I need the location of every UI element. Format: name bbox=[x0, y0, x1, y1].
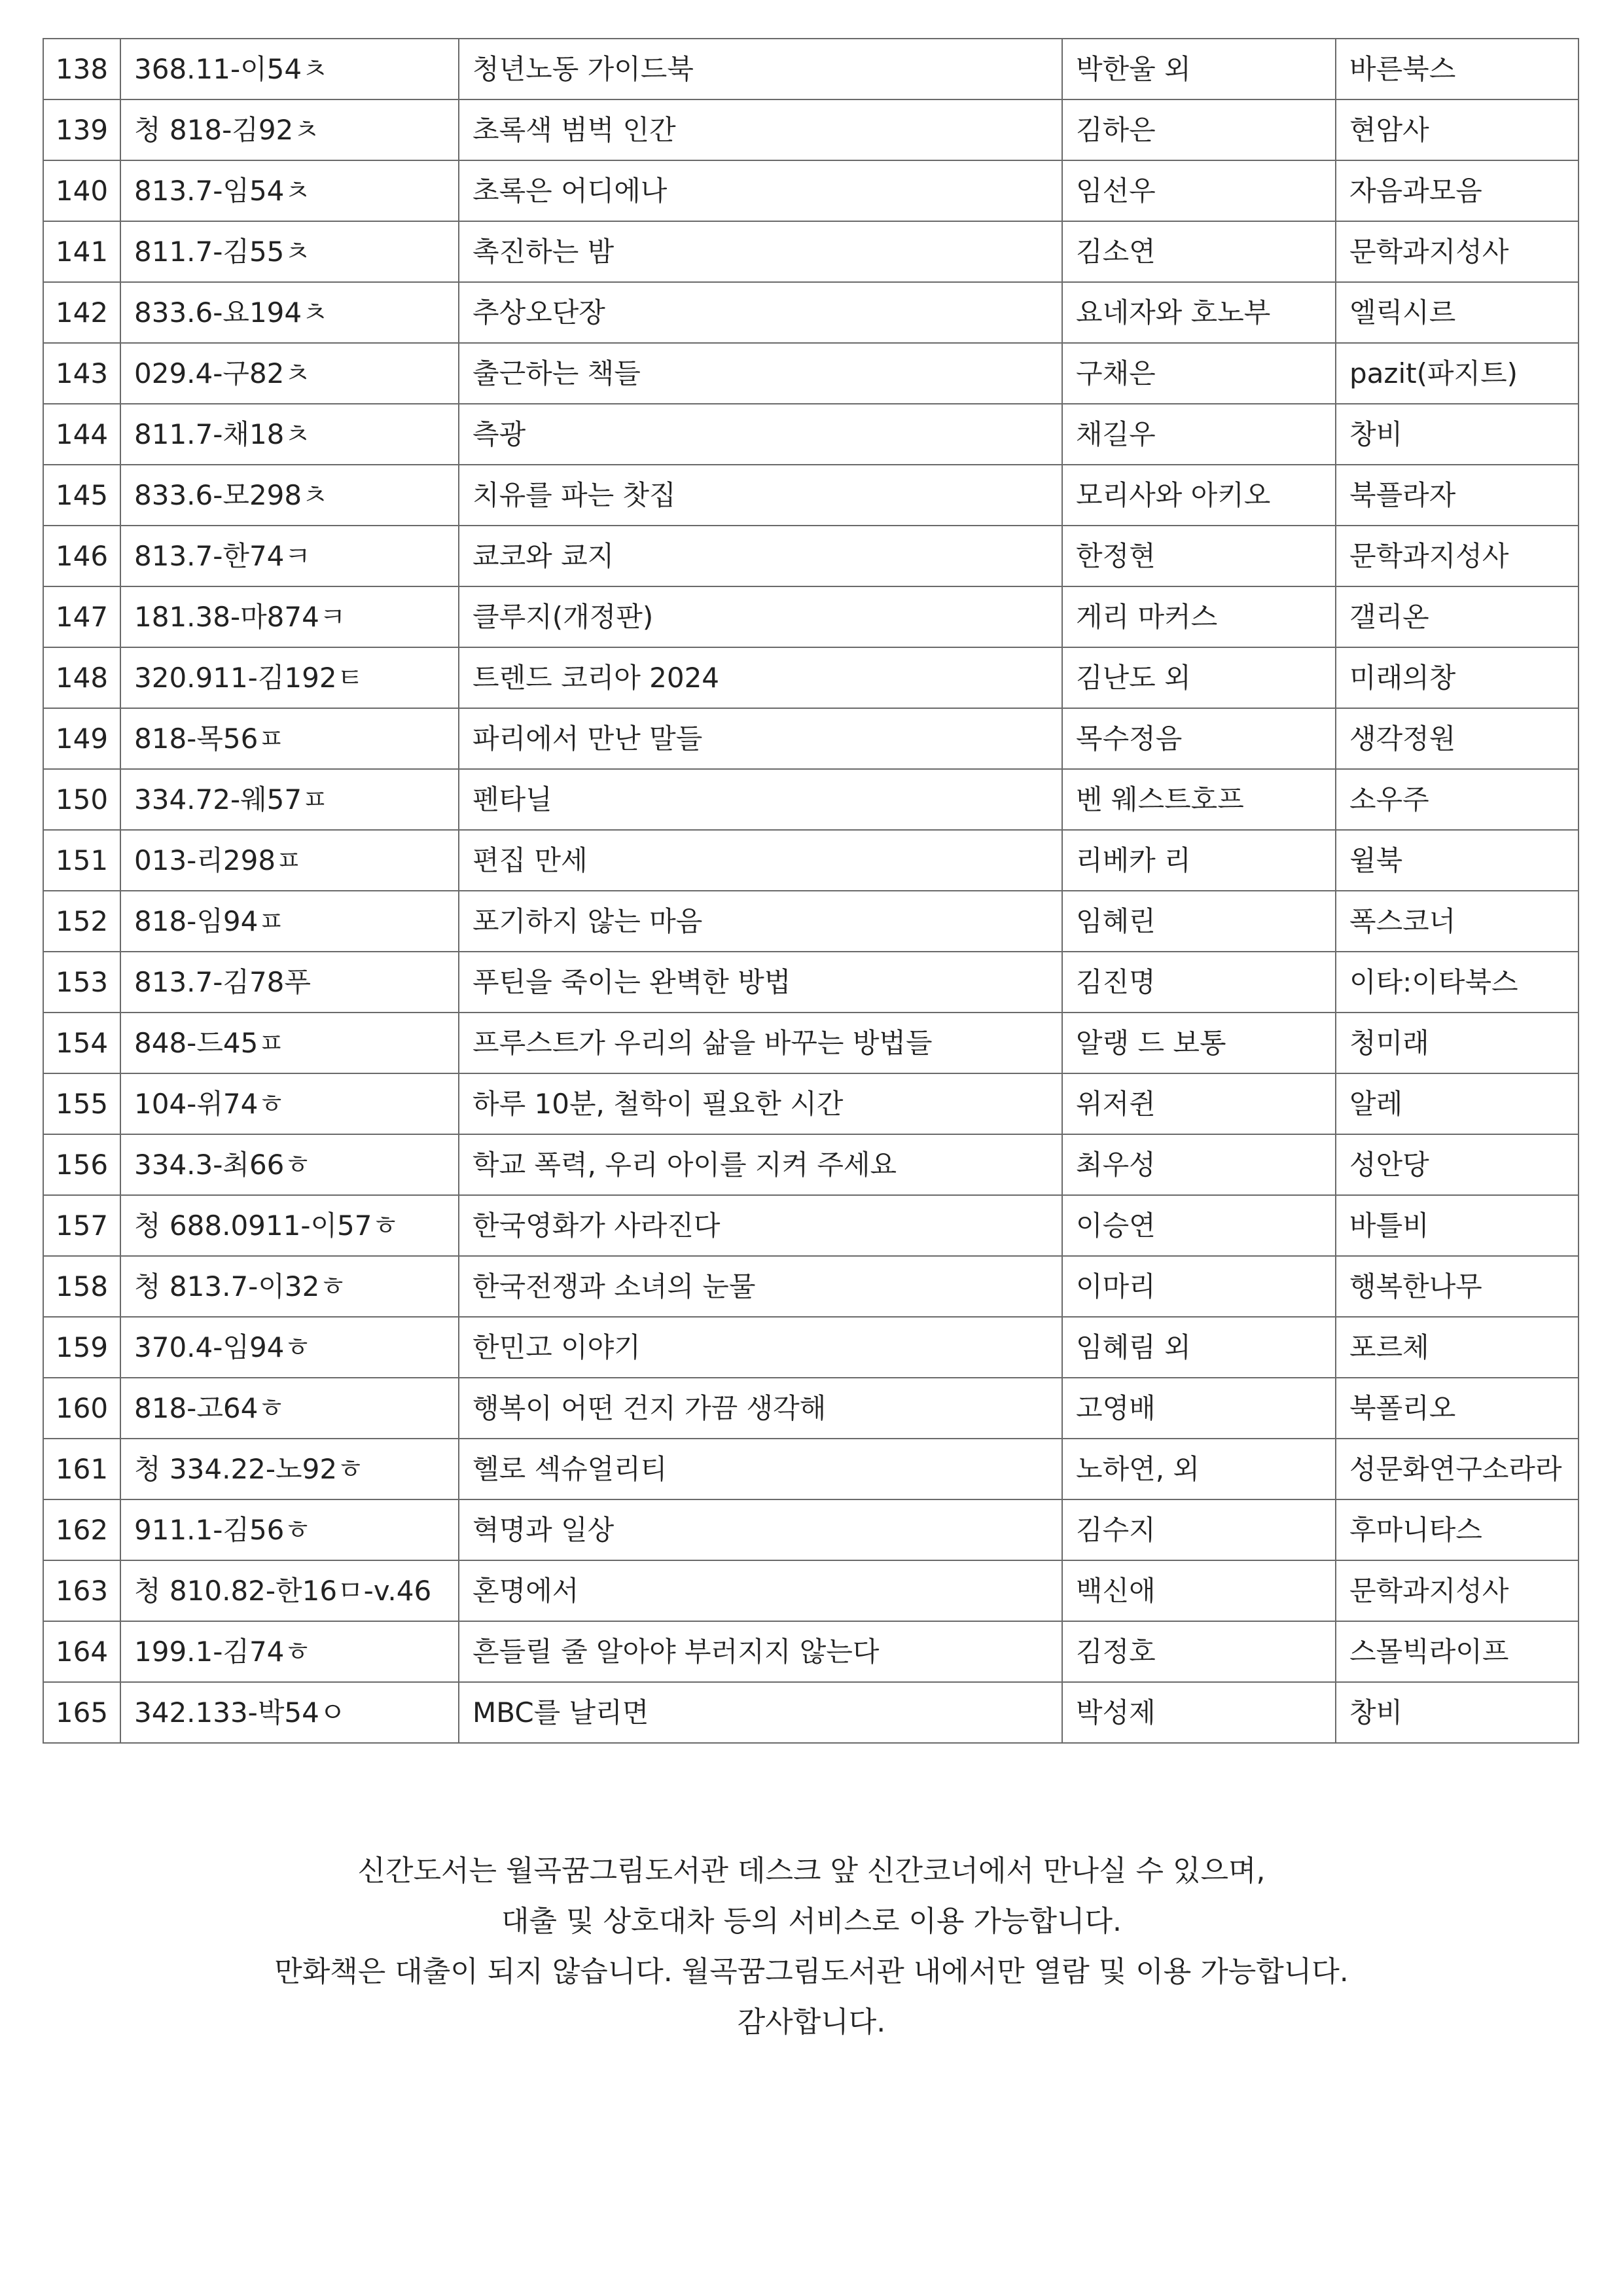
table-row bbox=[43, 1195, 1578, 1256]
publisher-cell: 성문화연구소라라 bbox=[1336, 1439, 1578, 1499]
table-row bbox=[43, 39, 1578, 99]
publisher-cell: 포르체 bbox=[1336, 1317, 1578, 1378]
call-number-cell: 818-임94ㅍ bbox=[120, 891, 459, 952]
call-number-cell: 811.7-김55ㅊ bbox=[120, 221, 459, 282]
book-number-cell: 162 bbox=[43, 1499, 120, 1560]
book-title-cell: 행복이 어떤 건지 가끔 생각해 bbox=[459, 1378, 1062, 1439]
book-number-cell: 157 bbox=[43, 1195, 120, 1256]
table-row bbox=[43, 404, 1578, 465]
publisher-cell: 청미래 bbox=[1336, 1013, 1578, 1073]
book-number-cell: 147 bbox=[43, 586, 120, 647]
book-number-cell: 143 bbox=[43, 343, 120, 404]
library-notice bbox=[0, 1846, 1623, 2047]
table-row bbox=[43, 769, 1578, 830]
author-cell: 목수정음 bbox=[1062, 708, 1336, 769]
book-title-cell: 측광 bbox=[459, 404, 1062, 465]
table-row bbox=[43, 99, 1578, 160]
call-number-cell: 320.911-김192ㅌ bbox=[120, 647, 459, 708]
publisher-cell: 문학과지성사 bbox=[1336, 526, 1578, 586]
author-cell: 요네자와 호노부 bbox=[1062, 282, 1336, 343]
publisher-cell: 자음과모음 bbox=[1336, 160, 1578, 221]
call-number-cell: 813.7-한74ㅋ bbox=[120, 526, 459, 586]
book-number-cell: 142 bbox=[43, 282, 120, 343]
book-title-cell: 쿄코와 쿄지 bbox=[459, 526, 1062, 586]
table-row bbox=[43, 160, 1578, 221]
author-cell: 벤 웨스트호프 bbox=[1062, 769, 1336, 830]
call-number-cell: 334.3-최66ㅎ bbox=[120, 1134, 459, 1195]
table-row bbox=[43, 1560, 1578, 1621]
book-title-cell: 헬로 섹슈얼리티 bbox=[459, 1439, 1062, 1499]
book-number-cell: 165 bbox=[43, 1682, 120, 1743]
author-cell: 백신애 bbox=[1062, 1560, 1336, 1621]
book-title-cell: 치유를 파는 찻집 bbox=[459, 465, 1062, 526]
publisher-cell: 행복한나무 bbox=[1336, 1256, 1578, 1317]
author-cell: 김소연 bbox=[1062, 221, 1336, 282]
book-title-cell: 편집 만세 bbox=[459, 830, 1062, 891]
book-title-cell: 추상오단장 bbox=[459, 282, 1062, 343]
table-row bbox=[43, 586, 1578, 647]
table-row bbox=[43, 1013, 1578, 1073]
author-cell: 임혜림 외 bbox=[1062, 1317, 1336, 1378]
table-row bbox=[43, 1439, 1578, 1499]
call-number-cell: 848-드45ㅍ bbox=[120, 1013, 459, 1073]
new-books-table bbox=[43, 38, 1579, 1744]
call-number-cell: 370.4-임94ㅎ bbox=[120, 1317, 459, 1378]
table-row bbox=[43, 830, 1578, 891]
author-cell: 임선우 bbox=[1062, 160, 1336, 221]
notice-line: 신간도서는 월곡꿈그림도서관 데스크 앞 신간코너에서 만나실 수 있으며, bbox=[357, 1854, 1266, 1888]
book-title-cell: MBC를 날리면 bbox=[459, 1682, 1062, 1743]
author-cell: 한정현 bbox=[1062, 526, 1336, 586]
author-cell: 알랭 드 보통 bbox=[1062, 1013, 1336, 1073]
table-row bbox=[43, 1621, 1578, 1682]
publisher-cell: 알레 bbox=[1336, 1073, 1578, 1134]
publisher-cell: 현암사 bbox=[1336, 99, 1578, 160]
book-title-cell: 흔들릴 줄 알아야 부러지지 않는다 bbox=[459, 1621, 1062, 1682]
publisher-cell: 생각정원 bbox=[1336, 708, 1578, 769]
book-title-cell: 초록은 어디에나 bbox=[459, 160, 1062, 221]
call-number-cell: 104-위74ㅎ bbox=[120, 1073, 459, 1134]
call-number-cell: 833.6-모298ㅊ bbox=[120, 465, 459, 526]
table-row bbox=[43, 1682, 1578, 1743]
call-number-cell: 청 688.0911-이57ㅎ bbox=[120, 1195, 459, 1256]
author-cell: 노하연, 외 bbox=[1062, 1439, 1336, 1499]
author-cell: 박한울 외 bbox=[1062, 39, 1336, 99]
author-cell: 김진명 bbox=[1062, 952, 1336, 1013]
publisher-cell: 창비 bbox=[1336, 404, 1578, 465]
publisher-cell: 엘릭시르 bbox=[1336, 282, 1578, 343]
publisher-cell: 미래의창 bbox=[1336, 647, 1578, 708]
author-cell: 게리 마커스 bbox=[1062, 586, 1336, 647]
table-row bbox=[43, 1317, 1578, 1378]
book-title-cell: 한민고 이야기 bbox=[459, 1317, 1062, 1378]
book-number-cell: 159 bbox=[43, 1317, 120, 1378]
author-cell: 최우성 bbox=[1062, 1134, 1336, 1195]
call-number-cell: 청 818-김92ㅊ bbox=[120, 99, 459, 160]
new-books-table-body bbox=[43, 39, 1578, 1743]
call-number-cell: 334.72-웨57ㅍ bbox=[120, 769, 459, 830]
author-cell: 고영배 bbox=[1062, 1378, 1336, 1439]
book-title-cell: 포기하지 않는 마음 bbox=[459, 891, 1062, 952]
publisher-cell: 바틀비 bbox=[1336, 1195, 1578, 1256]
table-row bbox=[43, 1378, 1578, 1439]
table-row bbox=[43, 708, 1578, 769]
call-number-cell: 청 813.7-이32ㅎ bbox=[120, 1256, 459, 1317]
table-row bbox=[43, 1134, 1578, 1195]
book-title-cell: 혁명과 일상 bbox=[459, 1499, 1062, 1560]
call-number-cell: 818-고64ㅎ bbox=[120, 1378, 459, 1439]
publisher-cell: 소우주 bbox=[1336, 769, 1578, 830]
book-title-cell: 혼명에서 bbox=[459, 1560, 1062, 1621]
author-cell: 김난도 외 bbox=[1062, 647, 1336, 708]
call-number-cell: 368.11-이54ㅊ bbox=[120, 39, 459, 99]
author-cell: 이마리 bbox=[1062, 1256, 1336, 1317]
publisher-cell: 북폴리오 bbox=[1336, 1378, 1578, 1439]
call-number-cell: 청 334.22-노92ㅎ bbox=[120, 1439, 459, 1499]
table-row bbox=[43, 282, 1578, 343]
book-number-cell: 140 bbox=[43, 160, 120, 221]
publisher-cell: 문학과지성사 bbox=[1336, 1560, 1578, 1621]
author-cell: 박성제 bbox=[1062, 1682, 1336, 1743]
author-cell: 위저쥔 bbox=[1062, 1073, 1336, 1134]
table-row bbox=[43, 1256, 1578, 1317]
publisher-cell: pazit(파지트) bbox=[1336, 343, 1578, 404]
book-title-cell: 프루스트가 우리의 삶을 바꾸는 방법들 bbox=[459, 1013, 1062, 1073]
publisher-cell: 폭스코너 bbox=[1336, 891, 1578, 952]
call-number-cell: 029.4-구82ㅊ bbox=[120, 343, 459, 404]
author-cell: 김수지 bbox=[1062, 1499, 1336, 1560]
book-number-cell: 145 bbox=[43, 465, 120, 526]
author-cell: 모리사와 아키오 bbox=[1062, 465, 1336, 526]
call-number-cell: 818-목56ㅍ bbox=[120, 708, 459, 769]
call-number-cell: 청 810.82-한16ㅁ-v.46 bbox=[120, 1560, 459, 1621]
notice-line: 감사합니다. bbox=[737, 2005, 886, 2039]
publisher-cell: 바른북스 bbox=[1336, 39, 1578, 99]
call-number-cell: 811.7-채18ㅊ bbox=[120, 404, 459, 465]
table-row bbox=[43, 526, 1578, 586]
book-number-cell: 149 bbox=[43, 708, 120, 769]
book-title-cell: 클루지(개정판) bbox=[459, 586, 1062, 647]
book-title-cell: 푸틴을 죽이는 완벽한 방법 bbox=[459, 952, 1062, 1013]
book-number-cell: 155 bbox=[43, 1073, 120, 1134]
book-number-cell: 153 bbox=[43, 952, 120, 1013]
book-number-cell: 158 bbox=[43, 1256, 120, 1317]
publisher-cell: 윌북 bbox=[1336, 830, 1578, 891]
call-number-cell: 342.133-박54ㅇ bbox=[120, 1682, 459, 1743]
call-number-cell: 199.1-김74ㅎ bbox=[120, 1621, 459, 1682]
book-number-cell: 161 bbox=[43, 1439, 120, 1499]
book-number-cell: 144 bbox=[43, 404, 120, 465]
author-cell: 임혜린 bbox=[1062, 891, 1336, 952]
book-title-cell: 출근하는 책들 bbox=[459, 343, 1062, 404]
book-number-cell: 148 bbox=[43, 647, 120, 708]
author-cell: 구채은 bbox=[1062, 343, 1336, 404]
book-number-cell: 146 bbox=[43, 526, 120, 586]
book-title-cell: 파리에서 만난 말들 bbox=[459, 708, 1062, 769]
book-title-cell: 한국영화가 사라진다 bbox=[459, 1195, 1062, 1256]
notice-line: 대출 및 상호대차 등의 서비스로 이용 가능합니다. bbox=[501, 1905, 1122, 1938]
book-number-cell: 154 bbox=[43, 1013, 120, 1073]
book-title-cell: 트렌드 코리아 2024 bbox=[459, 647, 1062, 708]
table-row bbox=[43, 952, 1578, 1013]
book-number-cell: 151 bbox=[43, 830, 120, 891]
book-number-cell: 160 bbox=[43, 1378, 120, 1439]
author-cell: 이승연 bbox=[1062, 1195, 1336, 1256]
book-number-cell: 139 bbox=[43, 99, 120, 160]
publisher-cell: 스몰빅라이프 bbox=[1336, 1621, 1578, 1682]
book-number-cell: 138 bbox=[43, 39, 120, 99]
publisher-cell: 창비 bbox=[1336, 1682, 1578, 1743]
call-number-cell: 813.7-임54ㅊ bbox=[120, 160, 459, 221]
book-title-cell: 펜타닐 bbox=[459, 769, 1062, 830]
table-row bbox=[43, 1073, 1578, 1134]
book-number-cell: 152 bbox=[43, 891, 120, 952]
book-title-cell: 하루 10분, 철학이 필요한 시간 bbox=[459, 1073, 1062, 1134]
table-row bbox=[43, 343, 1578, 404]
call-number-cell: 911.1-김56ㅎ bbox=[120, 1499, 459, 1560]
publisher-cell: 성안당 bbox=[1336, 1134, 1578, 1195]
book-number-cell: 156 bbox=[43, 1134, 120, 1195]
call-number-cell: 833.6-요194ㅊ bbox=[120, 282, 459, 343]
call-number-cell: 813.7-김78푸 bbox=[120, 952, 459, 1013]
notice-line: 만화책은 대출이 되지 않습니다. 월곡꿈그림도서관 내에서만 열람 및 이용 가능합니다. bbox=[274, 1955, 1349, 1988]
call-number-cell: 013-리298ㅍ bbox=[120, 830, 459, 891]
table-row bbox=[43, 221, 1578, 282]
book-title-cell: 청년노동 가이드북 bbox=[459, 39, 1062, 99]
table-row bbox=[43, 647, 1578, 708]
publisher-cell: 후마니타스 bbox=[1336, 1499, 1578, 1560]
book-title-cell: 초록색 범벅 인간 bbox=[459, 99, 1062, 160]
publisher-cell: 갤리온 bbox=[1336, 586, 1578, 647]
book-title-cell: 학교 폭력, 우리 아이를 지켜 주세요 bbox=[459, 1134, 1062, 1195]
author-cell: 채길우 bbox=[1062, 404, 1336, 465]
book-number-cell: 150 bbox=[43, 769, 120, 830]
book-title-cell: 한국전쟁과 소녀의 눈물 bbox=[459, 1256, 1062, 1317]
book-title-cell: 촉진하는 밤 bbox=[459, 221, 1062, 282]
book-number-cell: 163 bbox=[43, 1560, 120, 1621]
publisher-cell: 문학과지성사 bbox=[1336, 221, 1578, 282]
call-number-cell: 181.38-마874ㅋ bbox=[120, 586, 459, 647]
table-row bbox=[43, 465, 1578, 526]
book-number-cell: 141 bbox=[43, 221, 120, 282]
author-cell: 김정호 bbox=[1062, 1621, 1336, 1682]
author-cell: 김하은 bbox=[1062, 99, 1336, 160]
book-number-cell: 164 bbox=[43, 1621, 120, 1682]
table-row bbox=[43, 891, 1578, 952]
publisher-cell: 이타:이타북스 bbox=[1336, 952, 1578, 1013]
publisher-cell: 북플라자 bbox=[1336, 465, 1578, 526]
author-cell: 리베카 리 bbox=[1062, 830, 1336, 891]
table-row bbox=[43, 1499, 1578, 1560]
